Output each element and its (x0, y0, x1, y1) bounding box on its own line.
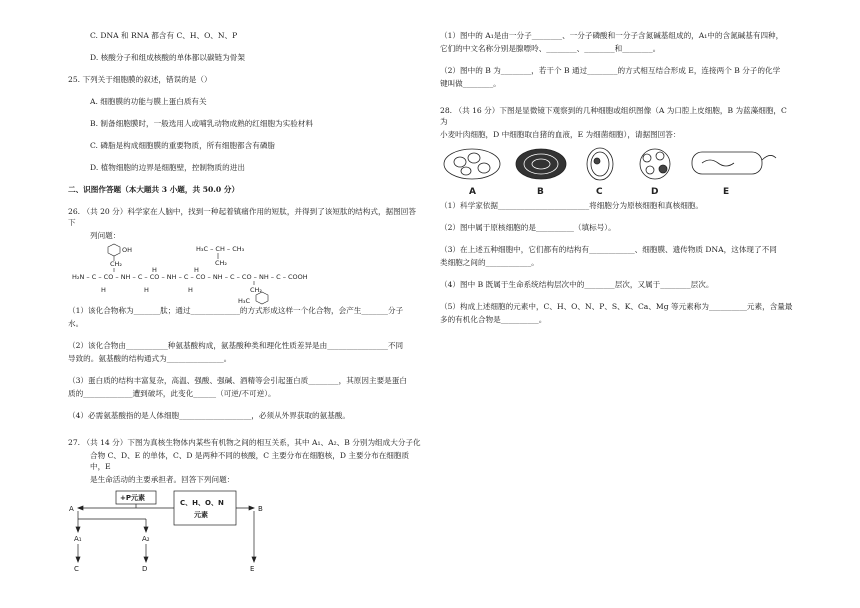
svg-text:H: H (194, 266, 199, 274)
q27-part1-line1: （1）图中的 A₁是由一分子________、一分子磷酸和一分子含氮碱基组成的，A₁中的含氮碱基有四种， (440, 31, 784, 40)
q27-part2-line2: 键叫做________。 (440, 79, 501, 88)
svg-text:H: H (188, 286, 193, 294)
svg-text:H: H (101, 286, 106, 294)
svg-text:H₃C: H₃C (238, 297, 251, 305)
q28-part4: （4）图中 B 既属于生命系统结构层次中的________层次，又属于________层次。 (440, 280, 714, 289)
q27-diagram-svg (68, 489, 288, 575)
q28-part5-line1: （5）构成上述细胞的元素中，C、H、O、N、P、S、K、Ca、Mg 等元素称为__________元素，含量最 (440, 302, 793, 311)
chon-element-box (174, 491, 236, 525)
node-a1: A₁ (74, 535, 82, 543)
p-element-label: +P元素 (120, 494, 145, 502)
cell-images-figure (440, 144, 795, 200)
q25-option-d: D. 植物细胞的边界是细胞壁，控制物质的进出 (90, 163, 245, 172)
q26-part3-line1: （3）蛋白质的结构丰富复杂，高温、强酸、强碱、酒精等会引起蛋白质________，其原因主要是蛋白 (68, 376, 407, 385)
svg-text:CH₂: CH₂ (110, 260, 123, 268)
cell-d-image (640, 149, 670, 179)
q27-diagram (68, 489, 423, 575)
q28-part3-line2: 类细胞之间的____________。 (440, 258, 539, 267)
svg-text:OH: OH (122, 246, 133, 254)
q26-part2-line2: 导致的。氨基酸的结构通式为_______________。 (68, 354, 232, 363)
q26-stem-line1: 26. （共 20 分）科学家在人脑中，找到一种起着镇痛作用的短肽，并得到了该短肽的结构式，据图回答下 (68, 207, 416, 227)
node-c: C (74, 565, 79, 573)
svg-text:H: H (144, 286, 149, 294)
chon-label-line1: C、H、O、N (180, 499, 224, 507)
section-heading: 二、识图作答题（本大题共 3 小题，共 50.0 分） (68, 185, 240, 194)
q25-stem: 25. 下列关于细胞膜的叙述，错误的是（） (68, 75, 212, 84)
q26-part2-line1: （2）该化合物由___________种氨基酸构成，氨基酸种类和理化性质差异是由________________不同 (68, 341, 404, 350)
node-d: D (142, 565, 148, 573)
q27-stem-line3: 是生命活动的主要承担者。回答下列问题： (90, 475, 235, 484)
right-column (440, 30, 795, 327)
q26-part4: （4）必需氨基酸指的是人体细胞___________________，必须从外界获取的氨基酸。 (68, 411, 350, 420)
peptide-main-chain: H₂N – C – CO – NH – C – CO – NH – C – CO – NH – C – CO – NH – C – COOH (72, 273, 308, 281)
svg-text:CH₂: CH₂ (215, 259, 228, 267)
q27-stem-line2: 合物 C、D、E 的单体，C、D 是两种不同的核酸，C 主要分布在细胞核，D 主要分布在细胞质中，E (90, 451, 410, 471)
node-a: A (69, 505, 74, 513)
option-c: C. DNA 和 RNA 都含有 C、H、O、N、P (90, 31, 238, 40)
cell-label-e: E (723, 187, 730, 197)
q28-stem-line2: 小麦叶肉细胞，D 中细胞取自猪的血液，E 为细菌细胞），请据图回答： (440, 130, 681, 139)
node-b: B (258, 505, 263, 513)
q27-part2-line1: （2）图中的 B 为________，若干个 B 通过________的方式相互结合形成 E，连接两个 B 分子的化学 (440, 66, 781, 75)
chon-label-line2: 元素 (194, 511, 208, 519)
q28-part5-line2: 多的有机化合物是__________。 (440, 315, 547, 324)
q26-stem-line2: 列问题： (90, 231, 121, 240)
q25-option-c: C. 磷脂是构成细胞膜的重要物质，所有细胞都含有磷脂 (90, 141, 276, 150)
peptide-structure-svg (68, 243, 328, 305)
svg-text:CH₂: CH₂ (250, 286, 263, 294)
q25-option-a: A. 细胞膜的功能与膜上蛋白质有关 (90, 97, 207, 106)
q27-stem-line1: 27. （共 14 分）下图为真核生物体内某些有机物之间的相互关系，其中 A₁、A₂、B 分别为组成大分子化 (68, 438, 421, 447)
svg-text:H: H (152, 266, 157, 274)
cell-images-svg (440, 144, 780, 200)
side-chain-isobutyl: H₃C – CH – CH₃ (196, 245, 245, 253)
node-e: E (250, 565, 255, 573)
left-column (68, 30, 423, 575)
q28-stem-line1: 28. （共 16 分）下图是显微镜下观察到的几种细胞或组织图像（A 为口腔上皮细胞，B 为蓝藻细胞，C 为 (440, 106, 787, 126)
q25-option-b: B. 制备细胞膜时，一般选用人或哺乳动物成熟的红细胞为实验材料 (90, 119, 314, 128)
q28-part2: （2）图中属于原核细胞的是__________（填标号）。 (440, 223, 616, 232)
node-a2: A₂ (142, 535, 150, 543)
q26-part1-line1: （1）该化合物称为_______肽；通过_____________的方式形成这样一个化合物，会产生_______分子 (68, 306, 404, 315)
cell-label-d: D (651, 187, 659, 197)
q28-part3-line1: （3）在上述五种细胞中，它们都有的结构有____________、细胞膜、遗传物质 DNA，这体现了不同 (440, 245, 777, 254)
cell-label-a: A (469, 187, 476, 197)
cell-b-image (516, 149, 566, 179)
q28-part1: （1）科学家依据________________________将细胞分为原核细胞和真核细胞。 (440, 201, 704, 210)
q26-part3-line2: 质的_____________遭到破坏，此变化______（可逆/不可逆）。 (68, 389, 276, 398)
q26-part1-line2: 水。 (68, 319, 84, 328)
q27-part1-line2: 它们的中文名称分别是腺嘌呤、________、________和________。 (440, 44, 661, 53)
peptide-structure-figure (68, 243, 423, 305)
cell-label-b: B (537, 187, 544, 197)
cell-label-c: C (596, 187, 603, 197)
option-d: D. 核酸分子和组成核酸的单体都以碳链为骨架 (90, 53, 245, 62)
